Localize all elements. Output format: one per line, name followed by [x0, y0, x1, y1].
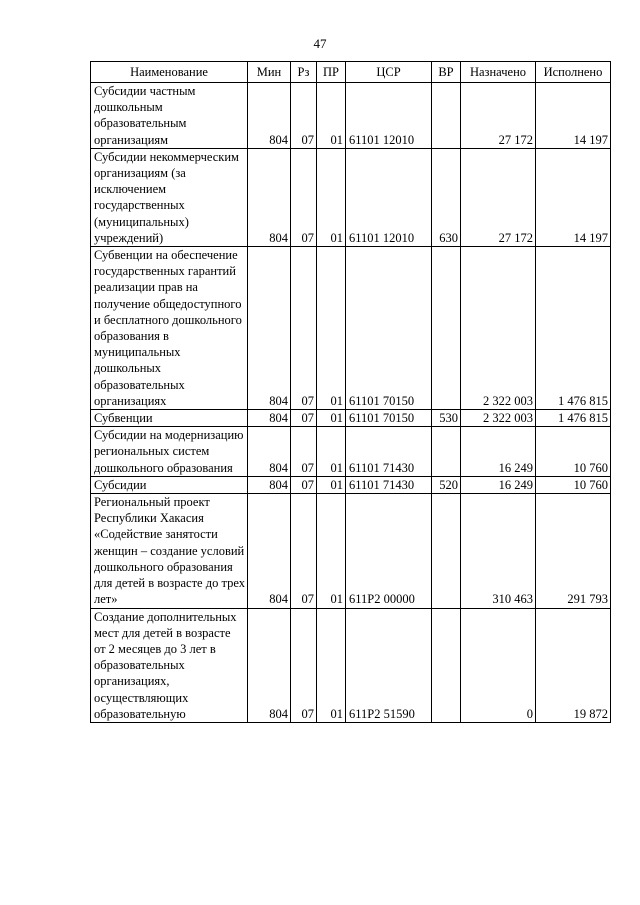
cell-pr: 01 — [317, 247, 346, 410]
cell-name: Субвенции — [91, 410, 248, 427]
cell-executed: 14 197 — [536, 83, 611, 149]
cell-rz: 07 — [291, 247, 317, 410]
header-min: Мин — [248, 62, 291, 83]
cell-name: Субсидии — [91, 476, 248, 493]
table-row — [91, 247, 611, 410]
cell-pr: 01 — [317, 608, 346, 722]
table-row — [91, 427, 611, 477]
cell-rz: 07 — [291, 148, 317, 246]
cell-rz: 07 — [291, 427, 317, 477]
cell-min: 804 — [248, 494, 291, 608]
header-executed: Исполнено — [536, 62, 611, 83]
cell-min: 804 — [248, 476, 291, 493]
cell-vr — [432, 494, 461, 608]
header-csr: ЦСР — [346, 62, 432, 83]
table-row — [91, 83, 611, 149]
cell-rz: 07 — [291, 608, 317, 722]
cell-pr: 01 — [317, 83, 346, 149]
cell-csr: 61101 71430 — [346, 476, 432, 493]
cell-name: Региональный проект Республики Хакасия «Содействие занятости женщин – создание условий дошкольного образования для детей в возрасте до трех лет» — [91, 494, 248, 608]
cell-rz: 07 — [291, 83, 317, 149]
cell-executed: 10 760 — [536, 427, 611, 477]
budget-table — [90, 61, 611, 723]
cell-name: Субсидии частным дошкольным образовательным организациям — [91, 83, 248, 149]
cell-assigned: 310 463 — [461, 494, 536, 608]
cell-vr — [432, 608, 461, 722]
cell-vr: 630 — [432, 148, 461, 246]
cell-executed: 291 793 — [536, 494, 611, 608]
cell-executed: 14 197 — [536, 148, 611, 246]
cell-name: Субвенции на обеспечение государственных гарантий реализации прав на получение общедоступного и бесплатного дошкольного образования в муниципальных дошкольных образовательных организациях — [91, 247, 248, 410]
cell-min: 804 — [248, 247, 291, 410]
page-number: 47 — [313, 36, 327, 51]
cell-vr — [432, 427, 461, 477]
cell-min: 804 — [248, 427, 291, 477]
header-name: Наименование — [91, 62, 248, 83]
cell-csr: 611P2 51590 — [346, 608, 432, 722]
cell-assigned: 0 — [461, 608, 536, 722]
cell-assigned: 27 172 — [461, 148, 536, 246]
cell-pr: 01 — [317, 476, 346, 493]
cell-rz: 07 — [291, 476, 317, 493]
cell-assigned: 2 322 003 — [461, 247, 536, 410]
cell-min: 804 — [248, 608, 291, 722]
cell-min: 804 — [248, 410, 291, 427]
cell-csr: 61101 12010 — [346, 83, 432, 149]
cell-executed: 10 760 — [536, 476, 611, 493]
cell-rz: 07 — [291, 494, 317, 608]
table-row — [91, 476, 611, 493]
header-vr: ВР — [432, 62, 461, 83]
cell-executed: 1 476 815 — [536, 247, 611, 410]
header-assigned: Назначено — [461, 62, 536, 83]
cell-pr: 01 — [317, 148, 346, 246]
cell-csr: 61101 71430 — [346, 427, 432, 477]
cell-csr: 611P2 00000 — [346, 494, 432, 608]
cell-pr: 01 — [317, 427, 346, 477]
cell-min: 804 — [248, 148, 291, 246]
table-row — [91, 608, 611, 722]
cell-csr: 61101 70150 — [346, 247, 432, 410]
cell-executed: 19 872 — [536, 608, 611, 722]
table-row — [91, 148, 611, 246]
cell-name: Субсидии на модернизацию региональных систем дошкольного образования — [91, 427, 248, 477]
cell-csr: 61101 70150 — [346, 410, 432, 427]
table-row — [91, 494, 611, 608]
cell-vr: 530 — [432, 410, 461, 427]
cell-assigned: 27 172 — [461, 83, 536, 149]
header-pr: ПР — [317, 62, 346, 83]
cell-assigned: 16 249 — [461, 427, 536, 477]
cell-executed: 1 476 815 — [536, 410, 611, 427]
cell-rz: 07 — [291, 410, 317, 427]
table-row — [91, 410, 611, 427]
cell-csr: 61101 12010 — [346, 148, 432, 246]
header-rz: Рз — [291, 62, 317, 83]
cell-vr: 520 — [432, 476, 461, 493]
cell-name: Создание дополнительных мест для детей в возрасте от 2 месяцев до 3 лет в образовательных организациях, осуществляющих образовательную — [91, 608, 248, 722]
cell-vr — [432, 247, 461, 410]
cell-pr: 01 — [317, 494, 346, 608]
cell-assigned: 2 322 003 — [461, 410, 536, 427]
table-header-row — [91, 62, 611, 83]
cell-name: Субсидии некоммерческим организациям (за исключением государственных (муниципальных) учреждений) — [91, 148, 248, 246]
cell-vr — [432, 83, 461, 149]
cell-pr: 01 — [317, 410, 346, 427]
cell-assigned: 16 249 — [461, 476, 536, 493]
cell-min: 804 — [248, 83, 291, 149]
